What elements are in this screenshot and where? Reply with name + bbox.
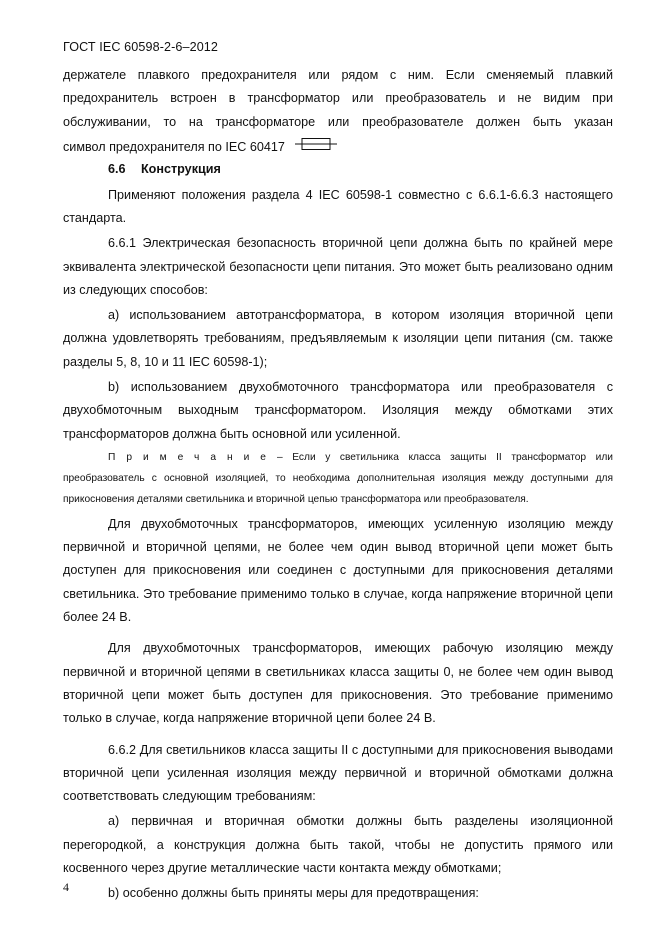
document-body bbox=[63, 64, 613, 906]
section-number: 6.6 bbox=[108, 162, 126, 177]
paragraph-fuse-symbol bbox=[63, 136, 613, 159]
paragraph-item-a-autotransformer: а) использованием автотрансформатора, в котором изоляция вторичной цепи должна удовлетворять требованиям, предъявляемым к изоляции цепи питания (см. также разделы 5, 8, 10 и 11 IEC 60598-1); bbox=[63, 308, 613, 369]
page-number: 4 bbox=[63, 880, 69, 894]
section-heading bbox=[63, 158, 613, 181]
note-text: – Если у светильника класса защиты II трансформатор или преобразователь с основной изоляцией, то необходима дополнительная изоляция между доступными для прикосновения деталями светильника и вторичной цепью трансформатора или преобразователя. bbox=[63, 451, 613, 505]
paragraph-6-6-2: 6.6.2 Для светильников класса защиты II с доступными для прикосновения выводами вторичной цепи усиленная изоляция между первичной и вторичной обмотками должна соответствовать следующим требованиям: bbox=[63, 742, 613, 804]
paragraph-item-b-two-winding: b) использованием двухобмоточного трансформатора или преобразователя с двухобмоточным выходным трансформатором. Изоляция между обмотками этих трансформаторов должна быть основной или усиленной. bbox=[63, 379, 613, 441]
paragraph-item-a-partition: a) первичная и вторичная обмотки должны быть разделены изоляционной перегородкой, а конструкция должна быть такой, чтобы не допустить прямого или косвенного через другие металлические части контакта между обмотками; bbox=[63, 814, 613, 876]
document-header: ГОСТ IEC 60598-2-6–2012 bbox=[63, 40, 219, 54]
note-label: Примечание bbox=[108, 451, 277, 463]
section-title: Конструкция bbox=[141, 162, 221, 177]
paragraph-fuse-holder: держателе плавкого предохранителя или рядом с ним. Если сменяемый плавкий предохранитель встроен в трансформатор или преобразователь и не видим при обслуживании, то на трансформаторе или преобразователе должен быть указан bbox=[63, 68, 613, 129]
paragraph-provisions: Применяют положения раздела 4 IEC 60598-1 совместно с 6.6.1-6.6.3 настоящего стандарта. bbox=[63, 187, 613, 225]
note bbox=[63, 447, 613, 510]
fuse-symbol-icon bbox=[295, 136, 337, 159]
paragraph-class-0: Для двухобмоточных трансформаторов, имеющих рабочую изоляцию между первичной и вторичной цепями в светильниках класса защиты 0, не более чем один вывод вторичной цепи может быть доступен для прикосновения. Это требование применимо только в случае, когда напряжение вторичной цепи более 24 В. bbox=[63, 641, 613, 726]
paragraph-reinforced-insulation: Для двухобмоточных трансформаторов, имеющих усиленную изоляцию между первичной и вторичной цепями, не более чем один вывод вторичной цепи может быть доступен для прикосновения или соединен с доступными для прикосновения деталями светильника. Это требование применимо только в случае, когда напряжение вторичной цепи более 24 В. bbox=[63, 516, 613, 625]
paragraph-item-b-measures: b) особенно должны быть приняты меры для предотвращения: bbox=[108, 886, 479, 901]
fuse-symbol-text: символ предохранителя по IEC 60417 bbox=[63, 140, 285, 154]
paragraph-6-6-1: 6.6.1 Электрическая безопасность вторичной цепи должна быть по крайней мере эквивалента электрической безопасности цепи питания. Это может быть реализовано одним из следующих способов: bbox=[63, 236, 613, 297]
